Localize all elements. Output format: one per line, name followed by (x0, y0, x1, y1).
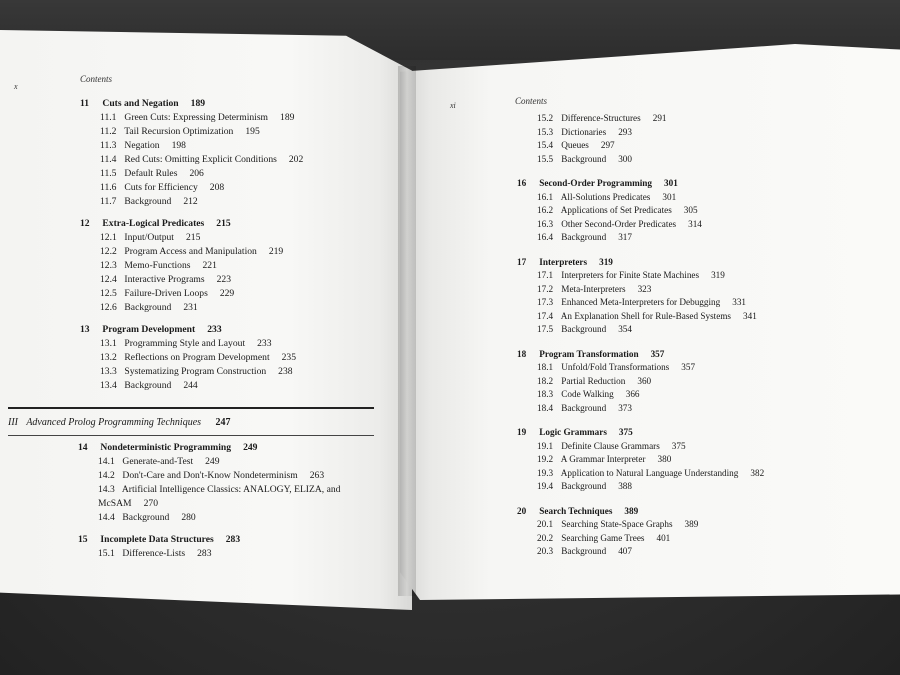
section-page: 360 (637, 375, 652, 386)
toc-section-entry (517, 440, 887, 454)
section-page: 401 (656, 532, 671, 543)
section-title: Background (122, 512, 170, 523)
left-running-head: Contents (80, 74, 113, 84)
section-number: 11.7 (100, 196, 117, 207)
section-title: A Grammar Interpreter (560, 454, 646, 464)
toc-section-entry (80, 287, 400, 301)
section-number: 13.1 (100, 338, 117, 349)
section-number: 12.4 (100, 274, 117, 285)
section-number: 20.3 (537, 546, 554, 556)
section-page: 195 (245, 126, 260, 137)
part-number: III (8, 417, 18, 428)
section-page: 314 (688, 218, 702, 229)
toc-section-entry (517, 283, 887, 297)
section-number: 15.1 (98, 548, 115, 559)
toc-section-entry (80, 153, 400, 167)
section-title: Generate-and-Test (122, 456, 194, 467)
section-number: 12.6 (100, 302, 117, 313)
section-page: 235 (281, 352, 297, 363)
section-title: Unfold/Fold Transformations (561, 362, 670, 372)
section-page: 354 (618, 324, 632, 334)
toc-section-entry (517, 204, 887, 218)
toc-left-lower (78, 441, 398, 561)
toc-section-entry (517, 296, 887, 310)
section-page: 331 (732, 297, 747, 307)
toc-section-entry (80, 337, 400, 351)
section-number: 15.2 (537, 113, 554, 123)
chapter-number: 14 (78, 442, 88, 453)
section-title: An Explanation Shell for Rule-Based Systems (560, 310, 731, 321)
chapter-title: Extra-Logical Predicates (102, 218, 205, 229)
chapter-title: Program Development (102, 324, 196, 335)
section-page: 212 (183, 196, 198, 207)
section-page: 189 (280, 112, 295, 123)
section-title: Background (561, 232, 607, 242)
section-page: 291 (652, 113, 667, 123)
section-page: 206 (189, 168, 204, 179)
section-page: 297 (600, 140, 615, 150)
toc-section-entry (78, 469, 398, 483)
chapter-number: 18 (517, 348, 527, 359)
toc-chapter-entry (80, 323, 400, 337)
section-title: Background (124, 196, 172, 207)
section-page: 208 (209, 182, 225, 193)
toc-section-entry (517, 126, 887, 140)
toc-chapter-entry (80, 217, 400, 231)
section-title: Negation (124, 140, 160, 151)
section-number: 16.3 (537, 218, 554, 229)
chapter-number: 16 (517, 178, 527, 188)
section-number: 18.4 (537, 402, 554, 413)
section-page: 231 (183, 302, 198, 313)
section-number: 11.2 (100, 126, 117, 137)
section-page: 317 (618, 232, 632, 242)
section-title: Background (124, 302, 172, 313)
toc-section-entry (80, 245, 400, 259)
toc-section-entry (80, 231, 400, 245)
section-title: Background (561, 402, 607, 413)
section-title: Background (561, 324, 607, 334)
section-number: 17.4 (537, 310, 554, 321)
toc-section-entry (517, 545, 887, 559)
section-page: 229 (219, 288, 235, 299)
section-title: Cuts for Efficiency (124, 182, 198, 193)
toc-section-entry (80, 365, 400, 379)
section-number: 11.4 (100, 154, 117, 165)
chapter-title: Program Transformation (539, 348, 639, 359)
section-title: Input/Output (124, 232, 174, 243)
toc-section-entry (80, 301, 400, 315)
section-page: 375 (671, 440, 686, 451)
toc-section-entry (80, 379, 400, 393)
section-page: 407 (618, 546, 632, 556)
chapter-title: Interpreters (539, 256, 588, 267)
section-page: 249 (205, 456, 220, 467)
section-page: 319 (711, 270, 725, 280)
chapter-number: 11 (80, 98, 90, 109)
section-page: 221 (202, 260, 217, 271)
chapter-title: Nondeterministic Programming (100, 442, 232, 453)
chapter-number: 17 (517, 256, 527, 267)
section-title: Partial Reduction (561, 375, 626, 386)
section-number: 17.5 (537, 324, 554, 334)
section-page: 373 (618, 402, 632, 413)
toc-section-entry (80, 181, 400, 195)
toc-section-entry (80, 139, 400, 153)
chapter-number: 13 (80, 324, 90, 335)
book-gutter (398, 66, 416, 596)
section-number: 12.5 (100, 288, 117, 299)
section-number: 19.2 (537, 454, 554, 464)
toc-chapter-entry (517, 348, 887, 362)
section-number: 14.1 (98, 456, 115, 467)
chapter-title: Second-Order Programming (539, 178, 653, 188)
section-title: Interpreters for Finite State Machines (561, 270, 700, 280)
section-title: Definite Clause Grammars (561, 440, 660, 451)
section-page: 305 (683, 205, 698, 215)
section-title: Default Rules (124, 168, 178, 179)
section-title: Searching Game Trees (561, 532, 645, 543)
section-page: 219 (268, 246, 284, 257)
section-number: 19.3 (537, 467, 554, 478)
section-number: 12.3 (100, 260, 117, 271)
chapter-number: 20 (517, 505, 527, 516)
toc-section-entry (517, 480, 887, 494)
section-title: Applications of Set Predicates (560, 205, 672, 215)
section-page: 300 (618, 153, 632, 164)
toc-chapter-entry (78, 441, 398, 455)
section-page: 283 (197, 548, 212, 559)
section-title: Don't-Care and Don't-Know Nondeterminism (122, 470, 298, 481)
section-number: 17.2 (537, 283, 554, 294)
section-title: Background (561, 481, 607, 491)
section-number: 12.1 (100, 232, 117, 243)
section-number: 19.1 (537, 440, 554, 451)
section-title: All-Solutions Predicates (560, 191, 651, 202)
toc-chapter-entry (517, 177, 887, 191)
chapter-page: 283 (225, 534, 241, 545)
chapter-page: 319 (599, 256, 613, 267)
chapter-title: Cuts and Negation (102, 98, 179, 109)
section-number: 14.4 (98, 512, 115, 523)
toc-chapter-entry (517, 426, 887, 440)
section-number: 16.1 (537, 191, 554, 202)
toc-section-entry (80, 273, 400, 287)
section-page: 382 (750, 467, 765, 478)
section-title: Artificial Intelligence Classics: ANALOGY, ELIZA, and (121, 484, 341, 495)
section-title: Background (561, 153, 607, 164)
section-page: 244 (183, 380, 198, 391)
toc-chapter-entry (517, 256, 887, 270)
section-number: 16.4 (537, 232, 554, 242)
section-number: 20.1 (537, 519, 554, 529)
toc-section-entry (80, 167, 400, 181)
section-title: Enhanced Meta-Interpreters for Debugging (561, 297, 721, 307)
section-title: Interactive Programs (124, 274, 205, 285)
section-page: 323 (637, 283, 652, 294)
right-folio: xi (450, 101, 456, 110)
toc-section-entry (517, 310, 887, 324)
section-number: 16.2 (537, 205, 554, 215)
toc-section-entry (80, 125, 400, 139)
chapter-title: Incomplete Data Structures (100, 534, 214, 545)
section-title: Difference-Structures (561, 113, 641, 123)
section-title: Failure-Driven Loops (124, 288, 208, 299)
section-number: 17.1 (537, 270, 554, 280)
toc-section-entry (517, 112, 887, 126)
chapter-title: Search Techniques (539, 505, 613, 516)
section-title: Tail Recursion Optimization (124, 126, 234, 137)
section-title: Green Cuts: Expressing Determinism (124, 112, 269, 123)
section-page: 233 (257, 338, 272, 349)
chapter-number: 15 (78, 534, 88, 545)
part-page: 247 (215, 417, 231, 428)
section-number: 15.5 (537, 153, 554, 164)
toc-right (517, 112, 887, 559)
section-title: Queues (561, 140, 589, 150)
section-page: 263 (309, 470, 325, 481)
toc-section-entry (517, 402, 887, 416)
section-title: Difference-Lists (122, 548, 186, 559)
section-number: 15.4 (537, 140, 554, 150)
toc-section-entry (517, 467, 887, 481)
chapter-page: 375 (618, 427, 633, 437)
section-number: 18.2 (537, 375, 554, 386)
toc-chapter-entry (517, 505, 887, 519)
section-title: Other Second-Order Predicates (561, 218, 677, 229)
section-title: Programming Style and Layout (124, 338, 246, 349)
toc-section-entry (78, 455, 398, 469)
section-title: Meta-Interpreters (561, 283, 626, 294)
section-title: Background (124, 380, 172, 391)
section-page: 388 (618, 481, 632, 491)
toc-section-entry (517, 231, 887, 245)
section-number: 18.1 (537, 362, 554, 372)
section-page: 198 (171, 140, 186, 151)
section-page: 357 (681, 362, 696, 372)
toc-section-entry (517, 388, 887, 402)
section-page: 380 (657, 454, 672, 464)
toc-left-upper (80, 97, 400, 393)
toc-section-entry (517, 269, 887, 283)
section-title: Red Cuts: Omitting Explicit Conditions (124, 154, 277, 165)
toc-section-entry (78, 511, 398, 525)
chapter-number: 19 (517, 427, 527, 437)
part-heading (8, 417, 231, 428)
section-title: Memo-Functions (124, 260, 191, 271)
section-number: 20.2 (537, 532, 554, 543)
section-number: 18.3 (537, 389, 554, 399)
section-number: 11.5 (100, 168, 117, 179)
section-number: 19.4 (537, 481, 554, 491)
toc-section-entry (517, 323, 887, 337)
chapter-page: 249 (243, 442, 258, 453)
section-title: Program Access and Manipulation (124, 246, 257, 257)
section-page: 301 (662, 191, 677, 202)
section-title: Background (561, 546, 607, 556)
section-number: 14.2 (98, 470, 115, 481)
section-page: 238 (278, 366, 293, 377)
section-title: Reflections on Program Development (124, 352, 270, 363)
toc-section-entry (517, 191, 887, 205)
section-page: 366 (625, 389, 640, 399)
section-number: 13.3 (100, 366, 117, 377)
section-page: 270 (143, 498, 158, 509)
section-title: Code Walking (561, 389, 614, 399)
section-number: 13.4 (100, 380, 117, 391)
section-number: 14.3 (98, 484, 115, 495)
toc-section-entry (517, 532, 887, 546)
toc-section-entry (80, 351, 400, 365)
part-rule-bottom (8, 435, 374, 436)
toc-chapter-entry (78, 533, 398, 547)
chapter-page: 357 (650, 348, 665, 359)
toc-section-entry (80, 259, 400, 273)
section-title: Dictionaries (561, 126, 607, 137)
left-folio: x (14, 82, 18, 91)
part-title: Advanced Prolog Programming Techniques (26, 417, 202, 428)
section-page: 223 (216, 274, 231, 285)
section-number: 13.2 (100, 352, 117, 363)
section-page: 293 (618, 126, 632, 137)
section-page: 389 (684, 519, 699, 529)
section-number: 11.1 (100, 112, 117, 123)
chapter-page: 189 (190, 98, 206, 109)
section-page: 341 (743, 310, 757, 321)
toc-section-entry (517, 139, 887, 153)
chapter-number: 12 (80, 218, 90, 229)
chapter-page: 233 (207, 324, 222, 335)
right-running-head: Contents (515, 96, 548, 106)
toc-section-entry (517, 218, 887, 232)
chapter-title: Logic Grammars (539, 427, 607, 437)
toc-section-entry (517, 153, 887, 167)
section-title: Searching State-Space Graphs (561, 519, 673, 529)
toc-section-entry (517, 375, 887, 389)
section-page: 215 (185, 232, 201, 243)
toc-section-entry (517, 453, 887, 467)
chapter-page: 301 (664, 178, 678, 188)
section-number: 11.6 (100, 182, 117, 193)
toc-section-entry (78, 483, 398, 511)
toc-section-entry (517, 518, 887, 532)
toc-section-entry (78, 547, 398, 561)
chapter-page: 215 (216, 218, 231, 229)
section-number: 15.3 (537, 126, 554, 137)
section-title-continued: McSAM (98, 498, 132, 509)
section-number: 11.3 (100, 140, 117, 151)
toc-chapter-entry (80, 97, 400, 111)
toc-section-entry (80, 195, 400, 209)
section-title: Application to Natural Language Understanding (560, 467, 739, 478)
chapter-page: 389 (624, 505, 639, 516)
section-title: Systematizing Program Construction (124, 366, 267, 377)
section-page: 280 (181, 512, 196, 523)
toc-section-entry (517, 361, 887, 375)
toc-section-entry (80, 111, 400, 125)
section-page: 202 (288, 154, 304, 165)
section-number: 12.2 (100, 246, 117, 257)
part-rule-top (8, 407, 374, 409)
section-number: 17.3 (537, 297, 554, 307)
